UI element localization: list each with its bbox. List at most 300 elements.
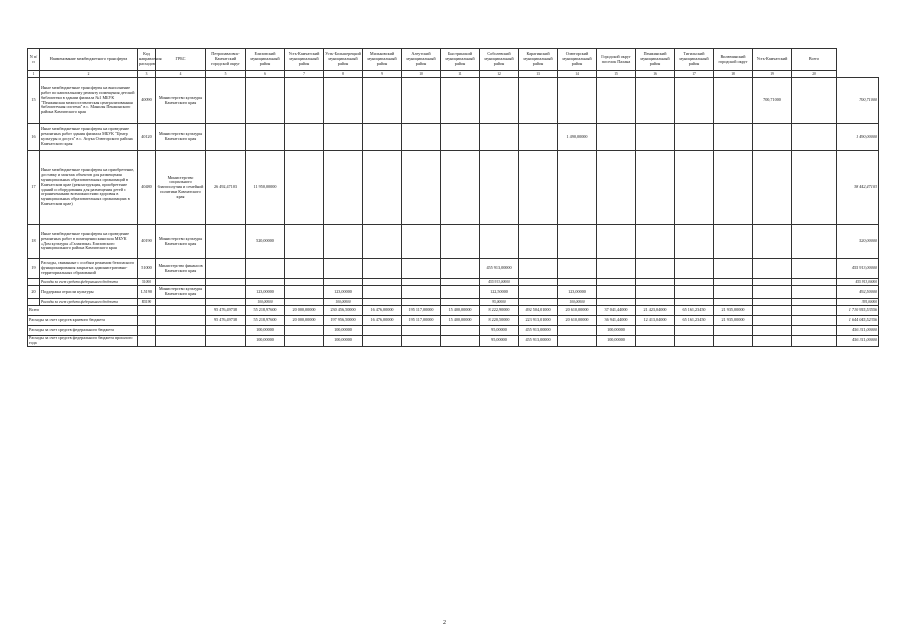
value-cell [480,124,519,151]
value-cell [324,78,363,124]
table-subrow [28,279,879,286]
value-cell: 12 413,04000 [636,316,675,326]
value-cell: 8 222,90000 [480,306,519,316]
totals-row [28,306,879,316]
column-header: Всего [792,49,837,71]
value-cell: 16 476,00000 [363,316,402,326]
column-number: 12 [480,71,519,78]
grbs-empty [156,336,206,347]
value-cell [597,286,636,299]
value-cell: 26 492,47103 [206,151,246,225]
value-cell [363,259,402,279]
value-cell [753,299,792,306]
value-cell [753,259,792,279]
value-cell [363,225,402,259]
federal-row [28,326,879,336]
value-cell [206,259,246,279]
total-label: Расходы за счет средств федерального бюджета [28,326,138,336]
row-number: 17 [28,151,40,225]
column-number: 9 [363,71,402,78]
row-total: 492,50000 [837,286,879,299]
value-cell [441,279,480,286]
value-cell [636,78,675,124]
column-header: Наименование межбюджетного трансферта [40,49,138,71]
value-cell [402,279,441,286]
value-cell: 20 000,00000 [285,316,324,326]
value-cell [714,151,753,225]
value-cell [363,78,402,124]
value-cell: 95 476,49738 [206,306,246,316]
value-cell [519,78,558,124]
value-cell: 223 913,01000 [519,316,558,326]
value-cell [519,279,558,286]
row-total: 520,00000 [837,225,879,259]
table-subrow [28,299,879,306]
value-cell [597,279,636,286]
value-cell [441,299,480,306]
page-number: 2 [443,620,446,626]
value-cell [714,225,753,259]
value-cell [441,124,480,151]
value-cell [480,78,519,124]
value-cell: 95 476,49738 [206,316,246,326]
row-name: Иные межбюджетные трансферты на приобретение, доставку и монтаж объектов для размещения муниципальных образовательных организаций в Камчатском крае (реконструкция, приобретение зданий и оборудования для размещения детей с ограниченными возможностями здоровья в муниципальных образовательных организациях в Камчатском крае) [40,151,138,225]
grbs-empty [156,279,206,286]
row-number-empty [28,299,40,306]
document-sheet [27,48,879,347]
value-cell: 230 456,50000 [324,306,363,316]
row-number: 18 [28,225,40,259]
value-cell [714,286,753,299]
column-header: ГРБС [156,49,206,71]
value-cell [441,326,480,336]
value-cell [714,326,753,336]
value-cell [480,225,519,259]
column-header: Елизовский муниципальный район [246,49,285,71]
column-number: 2 [40,71,138,78]
value-cell [519,286,558,299]
value-cell: 700,71000 [753,78,792,124]
value-cell [714,124,753,151]
value-cell: 15 400,00000 [441,306,480,316]
value-cell [363,286,402,299]
value-cell [675,151,714,225]
value-cell: 16 476,00000 [363,306,402,316]
table-row [28,78,879,124]
table-row [28,124,879,151]
column-number: 18 [714,71,753,78]
column-header: Усть-Камчатский [753,49,792,71]
row-name: Расходы, связанные с особым режимом безопасного функционирования закрытых административно-территориальных образований [40,259,138,279]
value-cell: 100,00000 [597,336,636,347]
value-cell: 195 117,00000 [402,316,441,326]
row-code: L5190 [138,286,156,299]
value-cell [324,124,363,151]
value-cell: 100,00000 [246,336,285,347]
value-cell [636,151,675,225]
value-cell: 455 913,00000 [519,326,558,336]
grbs-empty [156,326,206,336]
column-header: Карагинский муниципальный район [519,49,558,71]
row-grbs: Министерство культуры Камчатского края [156,286,206,299]
value-cell: 8 220,50000 [480,316,519,326]
value-cell [636,336,675,347]
column-number: 6 [246,71,285,78]
value-cell [402,259,441,279]
row-name: Иные межбюджетные трансферты на выполнение работ по капитальному ремонту помещения детской библиотеки в здании филиала №1 МБУК "Пенжинская межпоселенческая централизованная библиотечная система" в с. Манилы Пенжинского района Камчатского края [40,78,138,124]
value-cell [324,151,363,225]
column-header: Усть-Камчатский муниципальный район [285,49,324,71]
value-cell [792,286,837,299]
value-cell [597,151,636,225]
column-header: Мильковский муниципальный район [363,49,402,71]
value-cell [206,279,246,286]
value-cell [597,299,636,306]
column-number: 15 [597,71,636,78]
value-cell [792,326,837,336]
value-cell: 1 490,00000 [558,124,597,151]
value-cell [636,124,675,151]
code-empty [138,316,156,326]
value-cell [714,336,753,347]
row-total: 38 442,47103 [837,151,879,225]
value-cell: 21 423,04000 [636,306,675,316]
row-grbs: Министерство финансов Камчатского края [156,259,206,279]
column-number: 10 [402,71,441,78]
value-cell [753,151,792,225]
value-cell [519,259,558,279]
value-cell [792,259,837,279]
value-cell [597,259,636,279]
row-name: Иные межбюджетные трансферты на проведение ремонтных работ здания филиала МБУК "Центр культуры и досуга" в с. Апука Олюторского района Камчатского края [40,124,138,151]
header-row [28,49,879,71]
value-cell: 100,00000 [246,326,285,336]
value-cell [753,124,792,151]
grand-total: 1 710 955,53556 [837,306,879,316]
column-number: 17 [675,71,714,78]
value-cell [285,151,324,225]
value-cell: 55 218,97600 [246,316,285,326]
value-cell [558,259,597,279]
value-cell [324,259,363,279]
value-cell [636,299,675,306]
value-cell: 100,00000 [597,326,636,336]
value-cell [753,286,792,299]
value-cell [675,259,714,279]
row-code: 40120 [138,124,156,151]
value-cell [285,326,324,336]
value-cell [285,286,324,299]
value-cell [363,326,402,336]
value-cell [480,151,519,225]
column-numbers-row [28,71,879,78]
value-cell [206,286,246,299]
column-number: 3 [138,71,156,78]
value-cell [792,151,837,225]
value-cell [636,286,675,299]
column-header: Код направления расходов [138,49,156,71]
value-cell [792,279,837,286]
column-header: Соболевский муниципальный район [480,49,519,71]
table-row [28,225,879,259]
value-cell [285,259,324,279]
value-cell [792,316,837,326]
value-cell [441,286,480,299]
value-cell [206,124,246,151]
value-cell [363,299,402,306]
row-code: 40480 [138,151,156,225]
column-header: Городской округ поселок Палана [597,49,636,71]
value-cell [402,151,441,225]
value-cell [792,336,837,347]
value-cell [363,336,402,347]
column-header: Тигильский муниципальный район [675,49,714,71]
value-cell: 95,00000 [480,299,519,306]
value-cell [675,225,714,259]
value-cell: 100,00000 [558,299,597,306]
value-cell [675,78,714,124]
row-code: 40090 [138,78,156,124]
value-cell [519,225,558,259]
column-number: 11 [441,71,480,78]
row-total: 1 490,00000 [837,124,879,151]
value-cell [792,124,837,151]
value-cell: 21 935,00000 [714,306,753,316]
value-cell: 123,00000 [246,286,285,299]
grbs-empty [156,306,206,316]
value-cell [519,299,558,306]
value-cell [402,225,441,259]
value-cell [636,279,675,286]
value-cell [714,299,753,306]
value-cell [324,279,363,286]
value-cell [441,259,480,279]
code-empty [138,306,156,316]
table-row [28,151,879,225]
value-cell [714,279,753,286]
value-cell: 100,00000 [246,299,285,306]
value-cell [363,279,402,286]
value-cell [792,78,837,124]
value-cell: 123,00000 [324,286,363,299]
subrow-code: 51000 [138,279,156,286]
value-cell: 455 913,00000 [480,279,519,286]
value-cell [753,336,792,347]
value-cell [792,306,837,316]
total-label: Расходы за счет средств краевого бюджета [28,316,138,326]
value-cell: 11 950,00000 [246,151,285,225]
column-number: 19 [753,71,792,78]
value-cell [441,78,480,124]
row-total: 455 913,00000 [837,259,879,279]
value-cell: 55 218,97600 [246,306,285,316]
row-number: 20 [28,286,40,299]
value-cell [753,306,792,316]
value-cell [206,336,246,347]
column-number: 5 [206,71,246,78]
column-number: 20 [792,71,837,78]
value-cell: 100,00000 [324,299,363,306]
value-cell: 195 117,00000 [402,306,441,316]
grand-total: 456 311,00000 [837,336,879,347]
row-grbs: Министерство культуры Камчатского края [156,225,206,259]
value-cell [206,78,246,124]
row-grbs: Министерство культуры Камчатского края [156,124,206,151]
value-cell: 65 161,23450 [675,306,714,316]
value-cell [675,326,714,336]
value-cell [675,336,714,347]
row-name: Иные межбюджетные трансферты на проведение ремонтных работ в помещении кинозала МБУК «Дом культуры «Галактика» Елизовского муниципального района Камчатского края [40,225,138,259]
value-cell [402,286,441,299]
total-label: Расходы за счет средств федерального бюджета прошлого года [28,336,138,347]
value-cell [519,124,558,151]
value-cell: 100,00000 [324,326,363,336]
row-code: 40190 [138,225,156,259]
value-cell [558,225,597,259]
value-cell [792,299,837,306]
regional-row [28,316,879,326]
column-header: Пенжинский муниципальный район [636,49,675,71]
value-cell [363,151,402,225]
value-cell [246,279,285,286]
row-total: 700,71000 [837,78,879,124]
value-cell [285,225,324,259]
value-cell: 123,00000 [558,286,597,299]
value-cell: 36 941,44000 [597,316,636,326]
value-cell [441,225,480,259]
value-cell [714,259,753,279]
row-name: Поддержка отрасли культуры [40,286,138,299]
value-cell: 122,50000 [480,286,519,299]
grand-total: 1 644 045,52356 [837,316,879,326]
value-cell [597,78,636,124]
value-cell [558,326,597,336]
value-cell [246,259,285,279]
subrow-total: 395,00000 [837,299,879,306]
value-cell: 15 400,00000 [441,316,480,326]
value-cell [285,78,324,124]
code-empty [138,336,156,347]
table-row [28,286,879,299]
column-header: Олюторский муниципальный район [558,49,597,71]
value-cell [675,124,714,151]
row-number-empty [28,279,40,286]
column-header: Алеутский муниципальный район [402,49,441,71]
value-cell [636,326,675,336]
code-empty [138,326,156,336]
value-cell [246,78,285,124]
column-number: 1 [28,71,40,78]
value-cell [402,124,441,151]
value-cell [753,326,792,336]
value-cell [753,279,792,286]
total-label: Всего [28,306,138,316]
value-cell: 20 610,00000 [558,306,597,316]
grbs-empty [156,316,206,326]
column-number: 7 [285,71,324,78]
column-header: N п/п [28,49,40,71]
value-cell [558,151,597,225]
column-header: Вилючинский городской округ [714,49,753,71]
row-number: 15 [28,78,40,124]
value-cell [636,225,675,259]
grbs-empty [156,299,206,306]
value-cell: 492 504,01000 [519,306,558,316]
column-number: 4 [156,71,206,78]
column-header: Быстринский муниципальный район [441,49,480,71]
value-cell [675,299,714,306]
value-cell [675,279,714,286]
subrow-total: 455 913,00000 [837,279,879,286]
value-cell: 95,00000 [480,336,519,347]
column-number: 13 [519,71,558,78]
row-code: 51000 [138,259,156,279]
value-cell: 95,00000 [480,326,519,336]
value-cell: 65 161,23450 [675,316,714,326]
value-cell: 20 610,00000 [558,316,597,326]
value-cell [363,124,402,151]
value-cell [675,286,714,299]
value-cell [324,225,363,259]
value-cell [558,336,597,347]
column-header: Петропавловск-Камчатский городской округ [206,49,246,71]
federal2-row [28,336,879,347]
column-number: 14 [558,71,597,78]
value-cell [753,225,792,259]
value-cell [285,124,324,151]
table-row [28,259,879,279]
value-cell: 21 935,00000 [714,316,753,326]
value-cell [206,299,246,306]
value-cell [441,336,480,347]
row-grbs: Министерство культуры Камчатского края [156,78,206,124]
value-cell [246,124,285,151]
value-cell [402,299,441,306]
transfers-table [27,48,879,347]
column-number: 8 [324,71,363,78]
value-cell: 20 000,00000 [285,306,324,316]
value-cell [792,225,837,259]
value-cell: 197 956,50000 [324,316,363,326]
value-cell [519,151,558,225]
value-cell [558,78,597,124]
value-cell [206,225,246,259]
value-cell: 520,00000 [246,225,285,259]
value-cell [636,259,675,279]
value-cell: 455 913,00000 [519,336,558,347]
row-number: 16 [28,124,40,151]
grand-total: 456 311,00000 [837,326,879,336]
value-cell [597,225,636,259]
value-cell: 37 041,44000 [597,306,636,316]
row-grbs: Министерство социального благополучия и семейной политики Камчатского края [156,151,206,225]
subrow-label: Расходы за счет средств федерального бюджета [40,279,138,286]
value-cell [441,151,480,225]
subrow-code: R5190 [138,299,156,306]
value-cell: 455 913,00000 [480,259,519,279]
value-cell [206,326,246,336]
value-cell [597,124,636,151]
row-number: 19 [28,259,40,279]
value-cell [285,279,324,286]
value-cell [285,336,324,347]
value-cell [558,279,597,286]
column-header: Усть-Большерецкий муниципальный район [324,49,363,71]
value-cell [285,299,324,306]
value-cell [402,336,441,347]
subrow-label: Расходы за счет средств федерального бюджета [40,299,138,306]
value-cell [753,316,792,326]
